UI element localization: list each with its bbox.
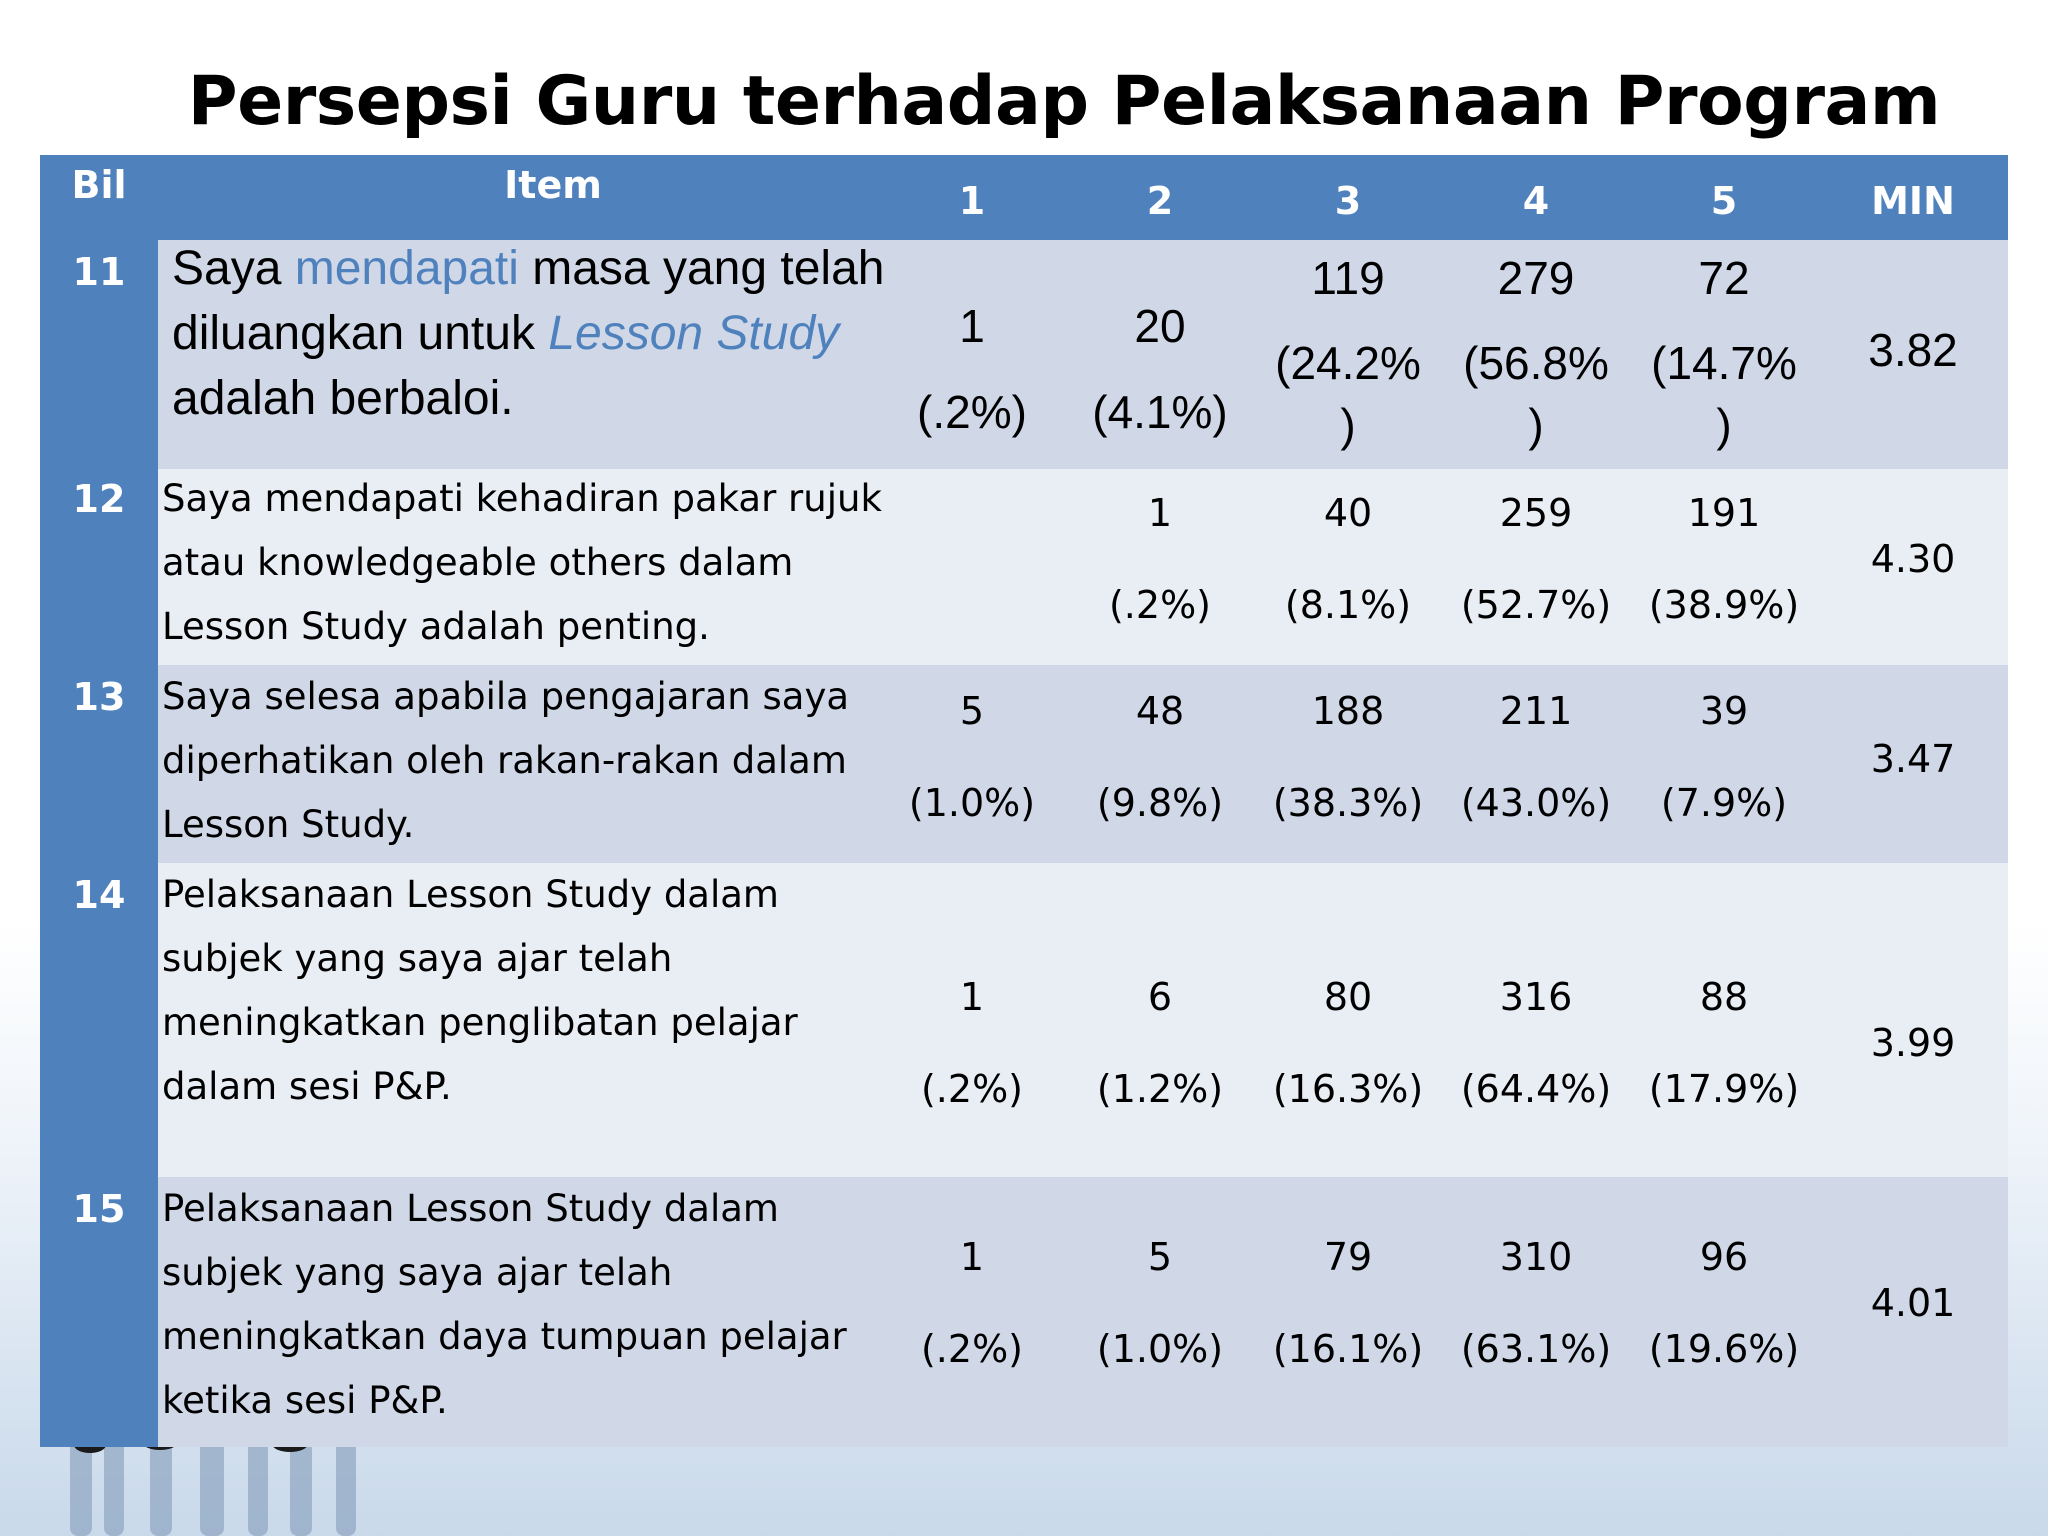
header-min: MIN xyxy=(1871,179,1955,223)
row-13-percent-4: (43.0%) xyxy=(1460,781,1612,825)
row-12-item: Saya mendapati kehadiran pakar rujuk atau knowledgeable others dalam Lesson Study adalah penting. xyxy=(162,477,882,648)
row-13-count-2: 48 xyxy=(1135,689,1185,733)
row-14-count-1: 1 xyxy=(959,975,985,1019)
header-item: Item xyxy=(504,163,602,207)
row-11-percent-2: (4.1%) xyxy=(1092,386,1228,438)
row-15-bil: 15 xyxy=(72,1187,126,1231)
row-13-count-5: 39 xyxy=(1699,689,1749,733)
row-15-percent-2: (1.0%) xyxy=(1096,1327,1224,1371)
table-row-13 xyxy=(158,665,2008,863)
row-13-count-1: 5 xyxy=(959,689,985,733)
row-11-count-2: 20 xyxy=(1134,300,1186,352)
row-13-count-3: 188 xyxy=(1311,689,1385,733)
row-11-percent-3: (24.2% ) xyxy=(1275,337,1421,451)
row-15-item: Pelaksanaan Lesson Study dalam subjek yang saya ajar telah meningkatkan daya tumpuan pelajar ketika sesi P&P. xyxy=(162,1187,847,1422)
row-15-count-1: 1 xyxy=(959,1235,985,1279)
row-12-percent-2: (.2%) xyxy=(1108,583,1211,627)
row-12-count-3: 40 xyxy=(1323,491,1373,535)
row-14-count-4: 316 xyxy=(1499,975,1573,1019)
row-12-percent-4: (52.7%) xyxy=(1460,583,1612,627)
header-scale-1: 1 xyxy=(958,179,986,223)
row-15-percent-3: (16.1%) xyxy=(1272,1327,1424,1371)
row-15-min: 4.01 xyxy=(1870,1281,1956,1325)
row-14-percent-5: (17.9%) xyxy=(1648,1067,1800,1111)
row-13-count-4: 211 xyxy=(1499,689,1573,733)
row-11-highlight-lesson-study: Lesson Study xyxy=(548,307,840,360)
row-12-bil: 12 xyxy=(72,477,126,521)
survey-table xyxy=(40,155,2008,1447)
row-11-count-1: 1 xyxy=(959,300,985,352)
row-11-percent-1: (.2%) xyxy=(917,386,1027,438)
row-13-percent-1: (1.0%) xyxy=(908,781,1036,825)
table-row-12 xyxy=(158,469,2008,665)
row-11-min: 3.82 xyxy=(1868,324,1958,376)
bil-column-background xyxy=(40,155,158,1447)
slide-title: Persepsi Guru terhadap Pelaksanaan Program xyxy=(187,62,1941,141)
row-15-percent-4: (63.1%) xyxy=(1460,1327,1612,1371)
row-14-count-2: 6 xyxy=(1147,975,1173,1019)
row-13-percent-3: (38.3%) xyxy=(1272,781,1424,825)
table-row-11 xyxy=(158,240,2008,469)
row-15-count-3: 79 xyxy=(1323,1235,1373,1279)
row-12-min: 4.30 xyxy=(1870,537,1956,581)
row-14-bil: 14 xyxy=(72,873,126,917)
row-14-percent-4: (64.4%) xyxy=(1460,1067,1612,1111)
row-11-highlight-mendapati: mendapati xyxy=(294,242,519,295)
row-14-min: 3.99 xyxy=(1870,1021,1956,1065)
header-bil: Bil xyxy=(71,163,127,207)
row-15-percent-1: (.2%) xyxy=(920,1327,1023,1371)
row-12-count-5: 191 xyxy=(1687,491,1761,535)
row-13-min: 3.47 xyxy=(1870,737,1956,781)
row-13-item: Saya selesa apabila pengajaran saya diperhatikan oleh rakan-rakan dalam Lesson Study. xyxy=(162,675,850,846)
row-13-percent-2: (9.8%) xyxy=(1096,781,1224,825)
row-11-count-4: 279 xyxy=(1497,252,1575,304)
row-14-count-3: 80 xyxy=(1323,975,1373,1019)
row-12-count-2: 1 xyxy=(1147,491,1173,535)
header-scale-3: 3 xyxy=(1334,179,1362,223)
row-12-percent-5: (38.9%) xyxy=(1648,583,1800,627)
row-14-percent-2: (1.2%) xyxy=(1096,1067,1224,1111)
row-15-count-5: 96 xyxy=(1699,1235,1749,1279)
row-11-count-5: 72 xyxy=(1698,252,1750,304)
row-13-bil: 13 xyxy=(72,675,126,719)
row-11-percent-4: (56.8% ) xyxy=(1463,337,1609,451)
row-13-percent-5: (7.9%) xyxy=(1660,781,1788,825)
table-header-row xyxy=(40,155,2008,240)
row-12-percent-3: (8.1%) xyxy=(1284,583,1412,627)
row-11-item: Saya mendapati masa yang telah diluangkan untuk Lesson Study adalah berbaloi. xyxy=(172,242,885,425)
row-11-count-3: 119 xyxy=(1311,252,1385,304)
table-row-15 xyxy=(158,1177,2008,1447)
row-14-percent-3: (16.3%) xyxy=(1272,1067,1424,1111)
row-15-count-2: 5 xyxy=(1147,1235,1173,1279)
header-scale-4: 4 xyxy=(1522,179,1550,223)
row-15-percent-5: (19.6%) xyxy=(1648,1327,1800,1371)
row-14-percent-1: (.2%) xyxy=(920,1067,1023,1111)
row-11-percent-5: (14.7% ) xyxy=(1651,337,1797,451)
row-14-item: Pelaksanaan Lesson Study dalam subjek yang saya ajar telah meningkatkan penglibatan pelajar dalam sesi P&P. xyxy=(162,873,798,1108)
row-15-count-4: 310 xyxy=(1499,1235,1573,1279)
row-12-count-4: 259 xyxy=(1499,491,1573,535)
header-scale-5: 5 xyxy=(1710,179,1738,223)
header-scale-2: 2 xyxy=(1146,179,1174,223)
table-row-14 xyxy=(158,863,2008,1177)
row-11-bil: 11 xyxy=(72,250,126,294)
row-14-count-5: 88 xyxy=(1699,975,1749,1019)
